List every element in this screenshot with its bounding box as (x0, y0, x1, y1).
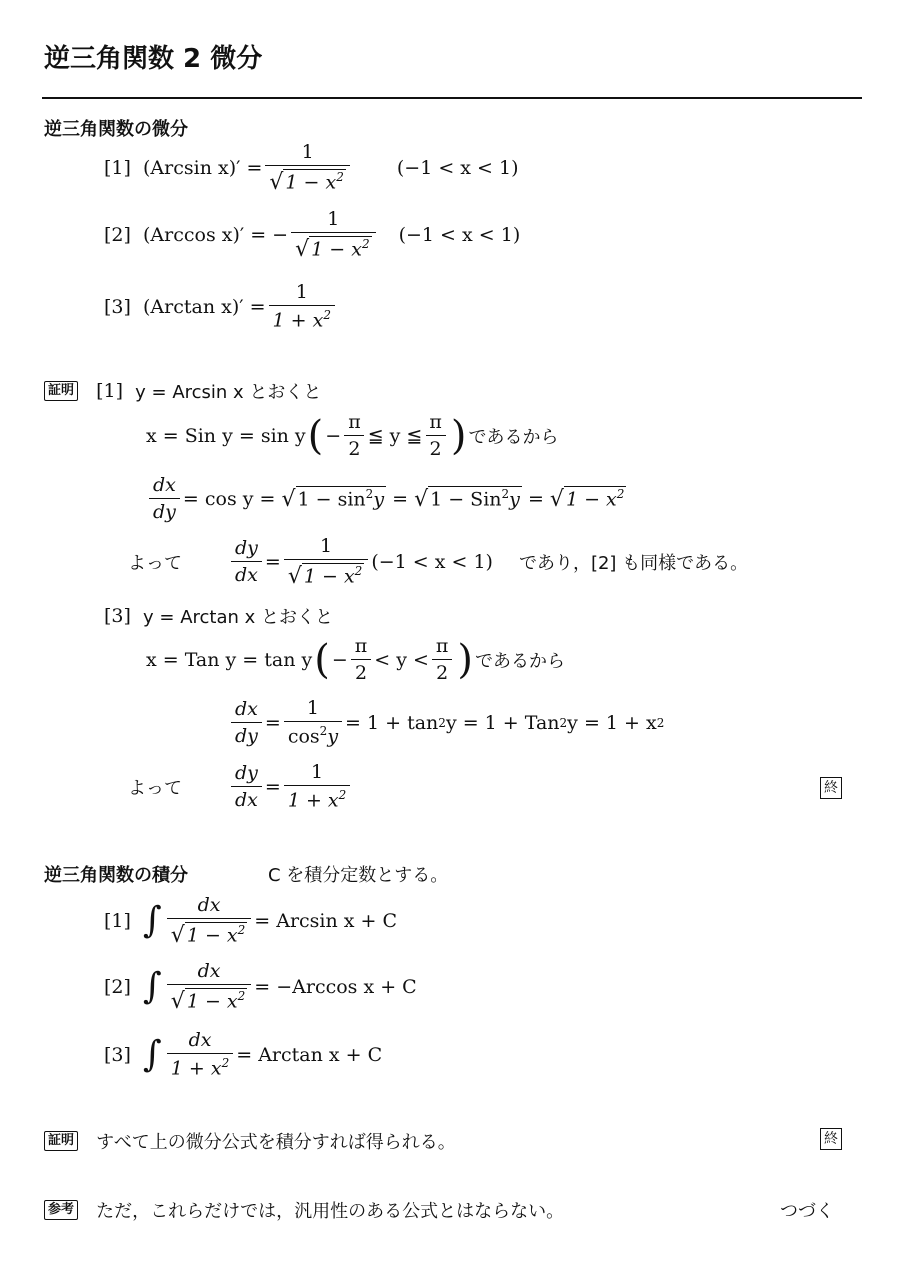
denominator (265, 165, 349, 194)
proof-1-line-3: $\frac{dx}{dy}$ = cos y = √ $1 - \sin^2y$ = √ 1 − Sin$^2$y = √ $1 - x^2$ (146, 475, 626, 523)
sqrt (295, 236, 371, 261)
sqrt: √ 1 − Sin$^2$y (414, 487, 520, 513)
proof-label: 証明 (44, 1131, 78, 1151)
dy-over-dx: $\frac{dy}{dx}$ (231, 763, 262, 811)
exponent: 2 (361, 236, 370, 251)
domain: (−1 < x < 1) (398, 224, 521, 247)
exponent: 2 (336, 169, 344, 184)
proof-end-mark: 終 (820, 1128, 842, 1150)
pi-over-2: $\frac{\pi}{2}$ (432, 636, 453, 684)
proof-3-line-2: x = Tan y = tan y ( − $\frac{\pi}{2}$ < y < $\frac{\pi}{2}$ ) であるから (146, 635, 566, 684)
pi-over-2: $\frac{\pi}{2}$ (351, 636, 372, 684)
integral-sign-icon: ∫ (143, 1033, 162, 1075)
dx-over-dy: $\frac{dx}{dy}$ (231, 699, 262, 747)
radical-icon: √ (295, 237, 310, 263)
integral-1: [1] ∫ dx √ $1 - x^2$ = Arcsin x + C (104, 894, 398, 949)
integral-sign-icon: ∫ (143, 900, 162, 942)
radical-icon: √ (414, 487, 429, 513)
continued-label: つづく (780, 1201, 834, 1222)
fraction (269, 282, 335, 331)
section-heading-integral: 逆三角関数の積分 (44, 865, 188, 886)
proof-number: [3] (104, 605, 131, 627)
reference-label: 参考 (44, 1200, 78, 1220)
pi-over-2: $\frac{\pi}{2}$ (425, 412, 446, 460)
radical-icon: √ (170, 923, 185, 949)
formula-lhs: (Arccos x)′ = − (143, 224, 289, 247)
numerator: 1 (301, 141, 314, 163)
proof-3-lead: [3] y = Arctan x とおくと (104, 605, 333, 628)
formula-lhs: (Arctan x)′ = (143, 295, 266, 318)
pi-over-2: $\frac{\pi}{2}$ (344, 412, 365, 460)
dy-over-dx: $\frac{dy}{dx}$ (231, 538, 262, 586)
formula-3 (104, 282, 338, 331)
title-divider (42, 97, 862, 99)
reference-note (44, 1197, 564, 1223)
proof-2 (44, 1128, 456, 1154)
fraction: 1 √ $1 - x^2$ (284, 536, 368, 588)
fraction: $\frac{1}{\cos^2y}$ (284, 698, 342, 747)
formula-number: [2] (104, 224, 131, 247)
numerator: 1 (295, 281, 308, 303)
sqrt: √ $1 - x^2$ (549, 487, 625, 513)
fraction: $\frac{1}{1 + x^2}$ (284, 762, 350, 811)
formula-1 (104, 142, 519, 194)
proof-1-conclusion: よって $\frac{dy}{dx}$ = 1 √ $1 - x^2$ (−1 < x < 1) であり，[2] も同様である。 (128, 535, 749, 590)
integral-2: [2] ∫ dx √ $1 - x^2$ = −Arccos x + C (104, 960, 417, 1015)
integral-3: [3] ∫ $\frac{dx}{1 + x^2}$ = Arctan x + C (104, 1029, 383, 1080)
fraction (265, 142, 349, 194)
radical-icon: √ (269, 170, 284, 196)
proof-number: [1] (96, 380, 124, 402)
integral-sign-icon: ∫ (143, 966, 162, 1008)
integral-note: C を積分定数とする。 (268, 865, 449, 886)
proof-lead-text: y = Arcsin x とおくと (135, 382, 322, 403)
proof-2-text: すべて上の微分公式を積分すれば得られる。 (96, 1132, 456, 1153)
proof-end-mark: 終 (820, 777, 842, 799)
formula-number: [3] (104, 295, 131, 318)
domain: (−1 < x < 1) (396, 157, 519, 180)
proof-label: 証明 (44, 381, 78, 401)
radicand: 1 − x (285, 171, 337, 194)
reference-text: ただ，これらだけでは，汎用性のある公式とはならない。 (96, 1201, 565, 1222)
radicand: 1 − x (311, 238, 362, 261)
proof-3-line-3: $\frac{dx}{dy}$ = $\frac{1}{\cos^2y}$ = 1 + tan 2 y = 1 + Tan 2 y = 1 + x 2 (228, 698, 664, 747)
sqrt: √ $1 - \sin^2y$ (281, 487, 385, 513)
sqrt (269, 169, 345, 194)
integral-heading-row (44, 861, 448, 887)
radical-icon: √ (287, 564, 302, 590)
proof-1-lead (44, 378, 321, 404)
proof-3-conclusion: よって $\frac{dy}{dx}$ = $\frac{1}{1 + x^2}$ (128, 762, 353, 811)
radical-icon: √ (170, 989, 185, 1015)
formula-number: [1] (104, 157, 131, 180)
radical-icon: √ (281, 487, 296, 513)
dx-over-dy: $\frac{dx}{dy}$ (149, 475, 180, 523)
denominator (291, 232, 375, 261)
fraction (291, 209, 375, 261)
formula-lhs: (Arcsin x)′ = (143, 157, 263, 180)
section-heading-derivative: 逆三角関数の微分 (44, 119, 188, 140)
formula-2 (104, 209, 520, 261)
page-title: 逆三角関数 2 微分 (44, 44, 263, 74)
denominator: $1 + x^2$ (269, 305, 335, 331)
radical-icon: √ (549, 487, 564, 513)
proof-1-line-2: x = Sin y = sin y ( − $\frac{\pi}{2}$ ≦ y ≦ $\frac{\pi}{2}$ ) であるから (146, 411, 559, 460)
numerator: 1 (327, 208, 340, 230)
